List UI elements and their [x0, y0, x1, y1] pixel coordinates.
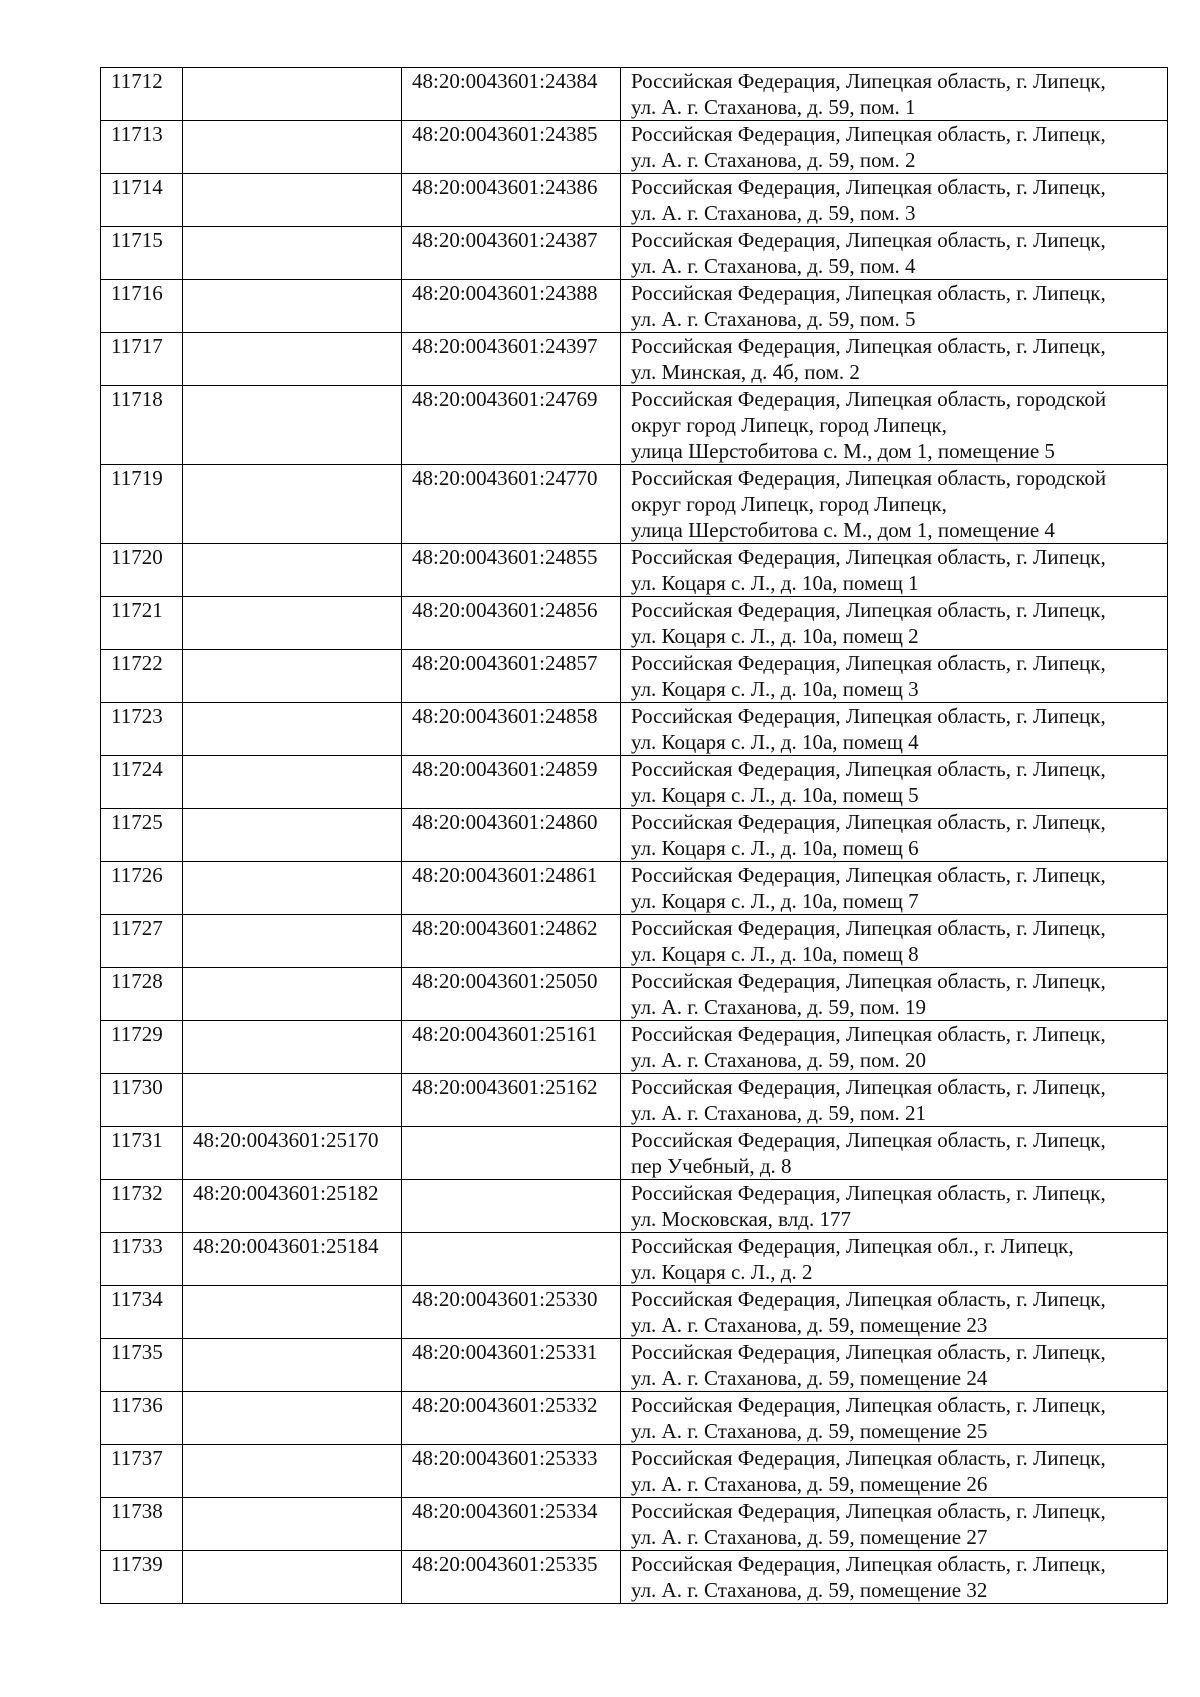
address-cell	[621, 809, 1168, 862]
row-number: 11720	[111, 545, 163, 569]
address-line: Российская Федерация, Липецкая область, г. Липецк,	[631, 863, 1106, 887]
row-number: 11739	[111, 1552, 163, 1576]
row-number-cell	[101, 544, 183, 597]
row-number: 11715	[111, 228, 163, 252]
object-cadastral-number: 48:20:0043601:25333	[412, 1446, 598, 1470]
address-line: ул. А. г. Стаханова, д. 59, помещение 25	[631, 1419, 988, 1443]
row-number: 11731	[111, 1128, 163, 1152]
land-cadastral-number-cell	[183, 650, 402, 703]
land-cadastral-number: 48:20:0043601:25184	[193, 1234, 379, 1258]
land-cadastral-number-cell	[183, 756, 402, 809]
row-number-cell	[101, 915, 183, 968]
row-number: 11729	[111, 1022, 163, 1046]
row-number: 11734	[111, 1287, 163, 1311]
object-cadastral-number-cell	[402, 1445, 621, 1498]
address-line: Российская Федерация, Липецкая область, г. Липецк,	[631, 1022, 1106, 1046]
address-cell	[621, 1127, 1168, 1180]
address-line: Российская Федерация, Липецкая область, г. Липецк,	[631, 545, 1106, 569]
address-cell	[621, 968, 1168, 1021]
address-line: Российская Федерация, Липецкая область, г. Липецк,	[631, 1287, 1106, 1311]
address-line: Российская Федерация, Липецкая область, г. Липецк,	[631, 175, 1106, 199]
table-row	[101, 1498, 1168, 1551]
row-number-cell	[101, 1551, 183, 1604]
table-row	[101, 333, 1168, 386]
land-cadastral-number-cell	[183, 809, 402, 862]
row-number: 11723	[111, 704, 163, 728]
row-number: 11714	[111, 175, 163, 199]
table-row	[101, 1339, 1168, 1392]
table-row	[101, 809, 1168, 862]
address-line: Российская Федерация, Липецкая обл., г. Липецк,	[631, 1234, 1074, 1258]
row-number: 11735	[111, 1340, 163, 1364]
object-cadastral-number-cell	[402, 1127, 621, 1180]
object-cadastral-number-cell	[402, 1392, 621, 1445]
land-cadastral-number-cell	[183, 227, 402, 280]
object-cadastral-number: 48:20:0043601:25335	[412, 1552, 598, 1576]
address-cell	[621, 1445, 1168, 1498]
table-row	[101, 915, 1168, 968]
table-row	[101, 1286, 1168, 1339]
address-line: ул. Минская, д. 4б, пом. 2	[631, 360, 860, 384]
table-row	[101, 1074, 1168, 1127]
land-cadastral-number: 48:20:0043601:25182	[193, 1181, 379, 1205]
address-cell	[621, 333, 1168, 386]
row-number: 11737	[111, 1446, 163, 1470]
row-number: 11716	[111, 281, 163, 305]
cadastral-table-body	[101, 68, 1168, 1604]
land-cadastral-number-cell	[183, 1551, 402, 1604]
row-number: 11725	[111, 810, 163, 834]
table-row	[101, 756, 1168, 809]
row-number: 11736	[111, 1393, 163, 1417]
row-number: 11738	[111, 1499, 163, 1523]
object-cadastral-number: 48:20:0043601:25050	[412, 969, 598, 993]
address-cell	[621, 227, 1168, 280]
land-cadastral-number-cell	[183, 968, 402, 1021]
table-row	[101, 1127, 1168, 1180]
object-cadastral-number-cell	[402, 386, 621, 465]
table-row	[101, 650, 1168, 703]
land-cadastral-number-cell	[183, 544, 402, 597]
row-number-cell	[101, 1339, 183, 1392]
address-cell	[621, 1339, 1168, 1392]
object-cadastral-number-cell	[402, 756, 621, 809]
table-row	[101, 1233, 1168, 1286]
address-line: ул. Коцаря с. Л., д. 10а, помещ 4	[631, 730, 919, 754]
row-number-cell	[101, 1180, 183, 1233]
land-cadastral-number-cell	[183, 121, 402, 174]
address-line: Российская Федерация, Липецкая область, городской	[631, 387, 1107, 411]
address-line: Российская Федерация, Липецкая область, г. Липецк,	[631, 1340, 1106, 1364]
object-cadastral-number: 48:20:0043601:24856	[412, 598, 598, 622]
row-number-cell	[101, 1074, 183, 1127]
address-line: ул. А. г. Стаханова, д. 59, помещение 24	[631, 1366, 988, 1390]
object-cadastral-number-cell	[402, 862, 621, 915]
land-cadastral-number-cell	[183, 174, 402, 227]
object-cadastral-number: 48:20:0043601:24859	[412, 757, 598, 781]
row-number: 11726	[111, 863, 163, 887]
address-line: ул. А. г. Стаханова, д. 59, помещение 32	[631, 1578, 988, 1602]
row-number-cell	[101, 756, 183, 809]
land-cadastral-number-cell	[183, 1074, 402, 1127]
address-cell	[621, 544, 1168, 597]
address-cell	[621, 1074, 1168, 1127]
address-line: ул. Коцаря с. Л., д. 10а, помещ 8	[631, 942, 919, 966]
land-cadastral-number-cell	[183, 1286, 402, 1339]
address-line: Российская Федерация, Липецкая область, г. Липецк,	[631, 1393, 1106, 1417]
address-line: ул. Коцаря с. Л., д. 10а, помещ 5	[631, 783, 919, 807]
address-line: ул. А. г. Стаханова, д. 59, пом. 4	[631, 254, 916, 278]
address-line: ул. А. г. Стаханова, д. 59, пом. 20	[631, 1048, 927, 1072]
address-cell	[621, 862, 1168, 915]
object-cadastral-number: 48:20:0043601:25161	[412, 1022, 598, 1046]
address-cell	[621, 68, 1168, 121]
row-number-cell	[101, 68, 183, 121]
address-line: ул. А. г. Стаханова, д. 59, пом. 21	[631, 1101, 927, 1125]
object-cadastral-number: 48:20:0043601:24388	[412, 281, 598, 305]
row-number: 11721	[111, 598, 163, 622]
address-line: Российская Федерация, Липецкая область, г. Липецк,	[631, 598, 1106, 622]
land-cadastral-number-cell	[183, 1127, 402, 1180]
object-cadastral-number: 48:20:0043601:25331	[412, 1340, 598, 1364]
land-cadastral-number-cell	[183, 386, 402, 465]
object-cadastral-number-cell	[402, 227, 621, 280]
address-line: Российская Федерация, Липецкая область, городской	[631, 466, 1107, 490]
land-cadastral-number-cell	[183, 703, 402, 756]
address-line: ул. Коцаря с. Л., д. 10а, помещ 1	[631, 571, 919, 595]
address-line: Российская Федерация, Липецкая область, г. Липецк,	[631, 1446, 1106, 1470]
address-cell	[621, 1392, 1168, 1445]
land-cadastral-number-cell	[183, 68, 402, 121]
land-cadastral-number-cell	[183, 465, 402, 544]
row-number-cell	[101, 1498, 183, 1551]
object-cadastral-number: 48:20:0043601:24384	[412, 69, 598, 93]
object-cadastral-number-cell	[402, 280, 621, 333]
table-row	[101, 703, 1168, 756]
object-cadastral-number-cell	[402, 1021, 621, 1074]
table-row	[101, 1551, 1168, 1604]
row-number: 11719	[111, 466, 163, 490]
address-line: ул. Коцаря с. Л., д. 10а, помещ 2	[631, 624, 919, 648]
address-line: ул. А. г. Стаханова, д. 59, пом. 5	[631, 307, 916, 331]
address-line: Российская Федерация, Липецкая область, г. Липецк,	[631, 1181, 1106, 1205]
address-line: ул. А. г. Стаханова, д. 59, помещение 26	[631, 1472, 988, 1496]
row-number-cell	[101, 597, 183, 650]
row-number-cell	[101, 1021, 183, 1074]
object-cadastral-number-cell	[402, 650, 621, 703]
address-cell	[621, 121, 1168, 174]
row-number-cell	[101, 968, 183, 1021]
address-line: Российская Федерация, Липецкая область, г. Липецк,	[631, 1552, 1106, 1576]
object-cadastral-number-cell	[402, 809, 621, 862]
object-cadastral-number-cell	[402, 121, 621, 174]
row-number: 11728	[111, 969, 163, 993]
object-cadastral-number: 48:20:0043601:25330	[412, 1287, 598, 1311]
table-row	[101, 1180, 1168, 1233]
row-number: 11727	[111, 916, 163, 940]
object-cadastral-number: 48:20:0043601:24855	[412, 545, 598, 569]
object-cadastral-number: 48:20:0043601:24397	[412, 334, 598, 358]
land-cadastral-number-cell	[183, 915, 402, 968]
table-row	[101, 465, 1168, 544]
address-line: округ город Липецк, город Липецк,	[631, 413, 947, 437]
address-line: ул. Коцаря с. Л., д. 10а, помещ 3	[631, 677, 919, 701]
address-line: улица Шерстобитова с. М., дом 1, помещение 5	[631, 439, 1055, 463]
land-cadastral-number-cell	[183, 333, 402, 386]
object-cadastral-number-cell	[402, 1180, 621, 1233]
row-number-cell	[101, 1392, 183, 1445]
table-row	[101, 1445, 1168, 1498]
address-line: Российская Федерация, Липецкая область, г. Липецк,	[631, 69, 1106, 93]
object-cadastral-number-cell	[402, 968, 621, 1021]
land-cadastral-number-cell	[183, 1392, 402, 1445]
table-row	[101, 174, 1168, 227]
row-number: 11713	[111, 122, 163, 146]
table-row	[101, 862, 1168, 915]
address-cell	[621, 756, 1168, 809]
object-cadastral-number-cell	[402, 1286, 621, 1339]
address-cell	[621, 1233, 1168, 1286]
address-line: Российская Федерация, Липецкая область, г. Липецк,	[631, 916, 1106, 940]
object-cadastral-number: 48:20:0043601:24861	[412, 863, 598, 887]
object-cadastral-number: 48:20:0043601:24862	[412, 916, 598, 940]
row-number-cell	[101, 465, 183, 544]
address-cell	[621, 465, 1168, 544]
address-line: ул. А. г. Стаханова, д. 59, пом. 19	[631, 995, 927, 1019]
row-number: 11724	[111, 757, 163, 781]
row-number-cell	[101, 650, 183, 703]
land-cadastral-number: 48:20:0043601:25170	[193, 1128, 379, 1152]
object-cadastral-number-cell	[402, 1551, 621, 1604]
cadastral-table	[100, 67, 1168, 1604]
row-number-cell	[101, 227, 183, 280]
row-number: 11732	[111, 1181, 163, 1205]
land-cadastral-number-cell	[183, 1233, 402, 1286]
address-cell	[621, 597, 1168, 650]
object-cadastral-number-cell	[402, 465, 621, 544]
object-cadastral-number: 48:20:0043601:24387	[412, 228, 598, 252]
address-line: ул. А. г. Стаханова, д. 59, пом. 3	[631, 201, 916, 225]
address-line: пер Учебный, д. 8	[631, 1154, 792, 1178]
land-cadastral-number-cell	[183, 1445, 402, 1498]
row-number: 11733	[111, 1234, 163, 1258]
address-line: ул. А. г. Стаханова, д. 59, пом. 1	[631, 95, 916, 119]
object-cadastral-number: 48:20:0043601:24385	[412, 122, 598, 146]
address-line: Российская Федерация, Липецкая область, г. Липецк,	[631, 757, 1106, 781]
land-cadastral-number-cell	[183, 1021, 402, 1074]
table-row	[101, 121, 1168, 174]
row-number-cell	[101, 1233, 183, 1286]
row-number-cell	[101, 1286, 183, 1339]
table-row	[101, 227, 1168, 280]
table-row	[101, 68, 1168, 121]
row-number: 11718	[111, 387, 163, 411]
address-line: Российская Федерация, Липецкая область, г. Липецк,	[631, 122, 1106, 146]
address-line: Российская Федерация, Липецкая область, г. Липецк,	[631, 651, 1106, 675]
row-number-cell	[101, 703, 183, 756]
land-cadastral-number-cell	[183, 1339, 402, 1392]
row-number-cell	[101, 121, 183, 174]
object-cadastral-number: 48:20:0043601:25334	[412, 1499, 598, 1523]
address-line: Российская Федерация, Липецкая область, г. Липецк,	[631, 969, 1106, 993]
address-line: округ город Липецк, город Липецк,	[631, 492, 947, 516]
object-cadastral-number-cell	[402, 174, 621, 227]
object-cadastral-number-cell	[402, 1233, 621, 1286]
address-line: ул. Коцаря с. Л., д. 10а, помещ 6	[631, 836, 919, 860]
address-cell	[621, 1180, 1168, 1233]
address-line: ул. А. г. Стаханова, д. 59, помещение 27	[631, 1525, 988, 1549]
address-cell	[621, 915, 1168, 968]
land-cadastral-number-cell	[183, 597, 402, 650]
address-line: Российская Федерация, Липецкая область, г. Липецк,	[631, 704, 1106, 728]
object-cadastral-number-cell	[402, 333, 621, 386]
object-cadastral-number-cell	[402, 915, 621, 968]
address-line: ул. Коцаря с. Л., д. 2	[631, 1260, 813, 1284]
address-line: ул. А. г. Стаханова, д. 59, пом. 2	[631, 148, 916, 172]
address-line: ул. Московская, влд. 177	[631, 1207, 851, 1231]
address-cell	[621, 1551, 1168, 1604]
land-cadastral-number-cell	[183, 1498, 402, 1551]
object-cadastral-number-cell	[402, 68, 621, 121]
address-cell	[621, 386, 1168, 465]
row-number: 11717	[111, 334, 163, 358]
object-cadastral-number: 48:20:0043601:24770	[412, 466, 598, 490]
table-row	[101, 1392, 1168, 1445]
address-cell	[621, 174, 1168, 227]
row-number-cell	[101, 862, 183, 915]
address-line: ул. А. г. Стаханова, д. 59, помещение 23	[631, 1313, 988, 1337]
object-cadastral-number-cell	[402, 544, 621, 597]
address-line: Российская Федерация, Липецкая область, г. Липецк,	[631, 1075, 1106, 1099]
row-number: 11712	[111, 69, 163, 93]
object-cadastral-number-cell	[402, 703, 621, 756]
object-cadastral-number: 48:20:0043601:24858	[412, 704, 598, 728]
address-line: Российская Федерация, Липецкая область, г. Липецк,	[631, 281, 1106, 305]
address-line: Российская Федерация, Липецкая область, г. Липецк,	[631, 228, 1106, 252]
address-cell	[621, 650, 1168, 703]
address-line: Российская Федерация, Липецкая область, г. Липецк,	[631, 810, 1106, 834]
address-line: Российская Федерация, Липецкая область, г. Липецк,	[631, 1499, 1106, 1523]
object-cadastral-number: 48:20:0043601:24857	[412, 651, 598, 675]
address-cell	[621, 280, 1168, 333]
row-number-cell	[101, 280, 183, 333]
address-line: ул. Коцаря с. Л., д. 10а, помещ 7	[631, 889, 919, 913]
address-cell	[621, 1498, 1168, 1551]
address-line: Российская Федерация, Липецкая область, г. Липецк,	[631, 334, 1106, 358]
object-cadastral-number-cell	[402, 1074, 621, 1127]
land-cadastral-number-cell	[183, 1180, 402, 1233]
object-cadastral-number: 48:20:0043601:25332	[412, 1393, 598, 1417]
row-number-cell	[101, 333, 183, 386]
object-cadastral-number: 48:20:0043601:24860	[412, 810, 598, 834]
object-cadastral-number: 48:20:0043601:24386	[412, 175, 598, 199]
address-cell	[621, 1021, 1168, 1074]
table-row	[101, 1021, 1168, 1074]
table-row	[101, 597, 1168, 650]
address-cell	[621, 1286, 1168, 1339]
object-cadastral-number-cell	[402, 1339, 621, 1392]
address-cell	[621, 703, 1168, 756]
land-cadastral-number-cell	[183, 280, 402, 333]
row-number-cell	[101, 174, 183, 227]
object-cadastral-number-cell	[402, 1498, 621, 1551]
table-row	[101, 544, 1168, 597]
row-number-cell	[101, 809, 183, 862]
object-cadastral-number: 48:20:0043601:24769	[412, 387, 598, 411]
land-cadastral-number-cell	[183, 862, 402, 915]
table-row	[101, 968, 1168, 1021]
address-line: Российская Федерация, Липецкая область, г. Липецк,	[631, 1128, 1106, 1152]
table-row	[101, 386, 1168, 465]
row-number-cell	[101, 386, 183, 465]
row-number-cell	[101, 1127, 183, 1180]
row-number: 11730	[111, 1075, 163, 1099]
row-number-cell	[101, 1445, 183, 1498]
address-line: улица Шерстобитова с. М., дом 1, помещение 4	[631, 518, 1055, 542]
row-number: 11722	[111, 651, 163, 675]
table-row	[101, 280, 1168, 333]
object-cadastral-number-cell	[402, 597, 621, 650]
object-cadastral-number: 48:20:0043601:25162	[412, 1075, 598, 1099]
